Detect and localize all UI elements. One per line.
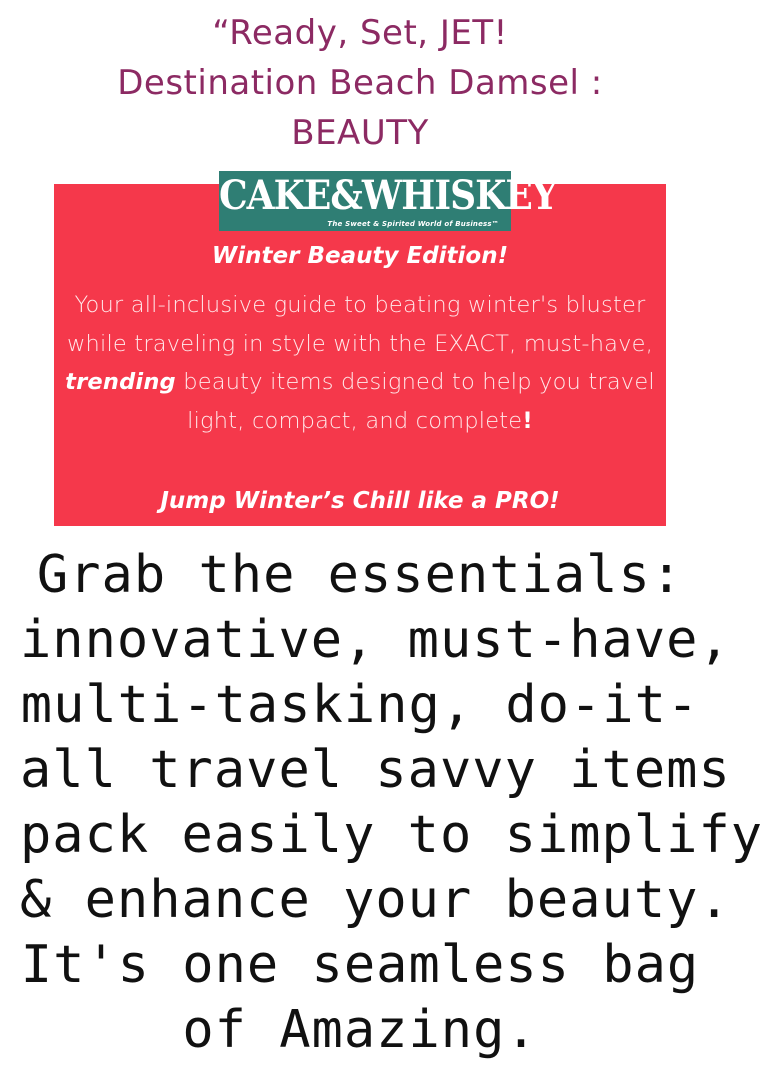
title-line-2: Destination Beach Damsel :: [117, 63, 603, 103]
edition-heading: Winter Beauty Edition!: [211, 243, 509, 269]
handwriting-line: Grab the essentials:: [36, 545, 684, 605]
guide-text-end: beauty items designed to help you travel light, compact, and complete: [175, 369, 655, 434]
handwriting-line: & enhance your beauty.: [20, 870, 731, 930]
page-title: [0, 8, 720, 158]
handwriting-line: innovative, must-have,: [20, 610, 731, 670]
handwriting-line: It's one seamless bag: [20, 935, 700, 995]
logo-name: CAKE&WHISKEY: [219, 172, 557, 220]
jump-tagline: Jump Winter’s Chill like a PRO!: [160, 488, 560, 514]
handwritten-message: [20, 543, 763, 1063]
logo-tagline: The Sweet & Spirited World of Business™: [327, 220, 499, 228]
guide-text-start: Your all-inclusive guide to beating winter's bluster while traveling in style with the EXACT, must-have,: [66, 292, 654, 357]
guide-exclamation: !: [522, 407, 533, 434]
title-line-1: “Ready, Set, JET!: [212, 13, 508, 53]
handwriting-line: pack easily to simplify: [20, 805, 763, 865]
guide-paragraph: [62, 286, 658, 440]
title-line-3: BEAUTY: [291, 113, 429, 153]
cake-and-whiskey-logo: [219, 171, 557, 231]
handwriting-line: multi-tasking, do-it-: [20, 675, 700, 735]
handwriting-line: of Amazing.: [182, 1000, 538, 1060]
guide-emphasis: trending: [65, 369, 176, 395]
handwriting-line: all travel savvy items: [20, 740, 731, 800]
